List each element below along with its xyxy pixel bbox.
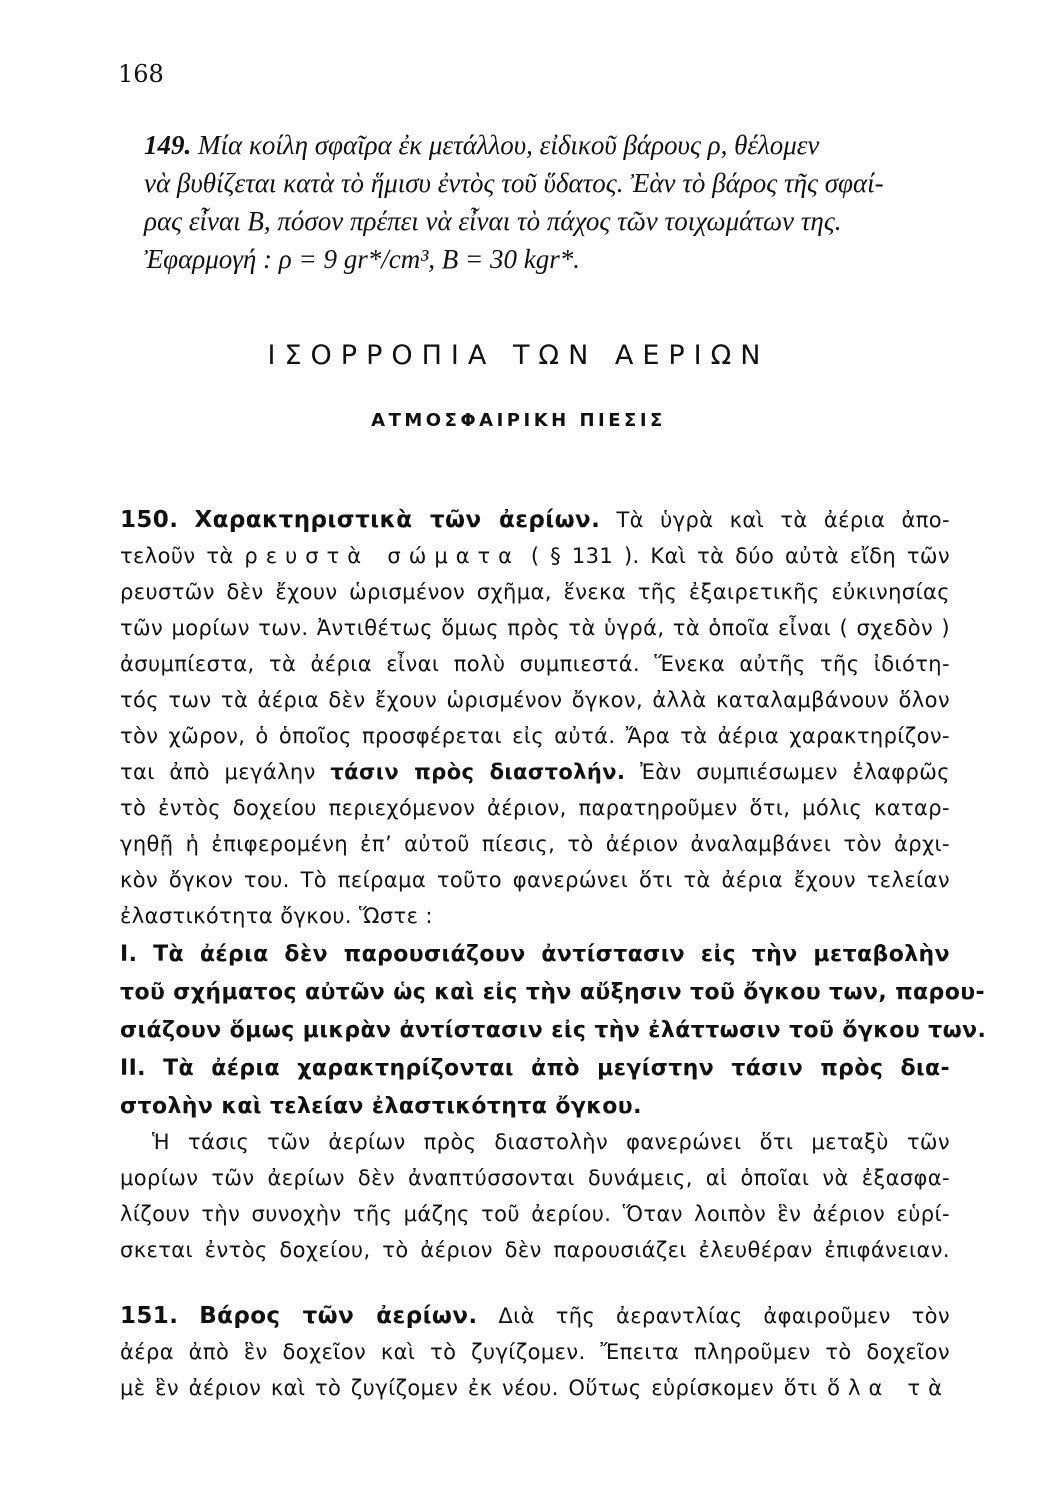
paragraph-text: Διὰ τῆς ἀεραντλίας ἀφαιροῦμεν τὸν (498, 1304, 950, 1328)
chapter-title: ΙΣΟΡΡΟΠΙΑ ΤΩΝ ΑΕΡΙΩΝ (267, 340, 770, 371)
paragraph-line: κὸν ὄγκον του. Τὸ πείραμα τοῦτο φανερώνει ὅτι τὰ ἀέρια ἔχουν τελείαν (120, 868, 950, 892)
paragraph-text: Τὰ ὑγρὰ καὶ τὰ ἀέρια ἀπο- (616, 508, 950, 532)
problem-text: Μία κοίλη σφαῖρα ἐκ μετάλλου, εἰδικοῦ βάρους ρ, θέλομεν (198, 130, 820, 160)
paragraph-line (120, 1370, 950, 1406)
paragraph-text: ται ἀπὸ μεγάλην (120, 760, 316, 784)
paragraph-line: τὸ ἐντὸς δοχείου περιεχόμενον ἀέριον, παρατηροῦμεν ὅτι, μόλις καταρ- (120, 796, 950, 820)
paragraph-line: λίζουν τὴν συνοχὴν τῆς μάζης τοῦ ἀερίου. Ὅταν λοιπὸν ἓν ἀέριον εὑρί- (120, 1202, 950, 1226)
section-number: 150. (120, 507, 179, 533)
paragraph-line: σκεται ἐντὸς δοχείου, τὸ ἀέριον δὲν παρουσιάζει ἐλευθέραν ἐπιφάνειαν. (120, 1238, 950, 1262)
paragraph-text: τελοῦν τὰ (120, 544, 234, 568)
paragraph-text: Ἐὰν συμπιέσωμεν ἐλαφρῶς (639, 760, 950, 784)
paragraph-line: ἐλαστικότητα ὄγκου. Ὥστε : (120, 904, 433, 928)
rule-1 (120, 936, 987, 1050)
paragraph-line: Ἡ τάσις τῶν ἀερίων πρὸς διαστολὴν φανερώνει ὅτι μεταξὺ τῶν (152, 1130, 950, 1154)
problem-line: νὰ βυθίζεται κατὰ τὸ ἥμισυ ἐντὸς τοῦ ὕδατος. Ἐὰν τὸ βάρος τῆς σφαί- (144, 168, 884, 198)
bold-emphasis: τάσιν πρὸς διαστολήν. (330, 760, 626, 784)
section-number: 151. (120, 1303, 179, 1329)
rule-line: Ι. Τὰ ἀέρια δὲν παρουσιάζουν ἀντίστασιν εἰς τὴν μεταβολὴν (120, 942, 950, 967)
problem-line (144, 126, 954, 164)
paragraph-2 (120, 1124, 950, 1268)
paragraph-line (120, 1298, 950, 1334)
paragraph-line: ρευστῶν δὲν ἔχουν ὡρισμένον σχῆμα, ἕνεκα τῆς ἐξαιρετικῆς εὐκινησίας (120, 580, 950, 604)
paragraph-line: τὸν χῶρον, ὁ ὁποῖος προσφέρεται εἰς αὐτά. Ἄρα τὰ ἀέρια χαρακτηρίζον- (120, 724, 950, 748)
page-number: 168 (118, 60, 164, 88)
paragraph-line: γηθῇ ἡ ἐπιφερομένη ἐπ’ αὐτοῦ πίεσις, τὸ ἀέριον ἀναλαμβάνει τὸν ἀρχι- (120, 832, 950, 856)
rule-line: σιάζουν ὅμως μικρὰν ἀντίστασιν εἰς τὴν ἐλάττωσιν τοῦ ὄγκου των. (120, 1018, 987, 1043)
paragraph-line: μορίων τῶν ἀερίων δὲν ἀναπτύσσονται δυνάμεις, αἱ ὁποῖαι νὰ ἐξασφα- (120, 1166, 950, 1190)
paragraph-text: μὲ ἓν ἀέριον καὶ τὸ ζυγίζομεν ἐκ νέου. Οὕτως εὑρίσκομεν ὅτι (120, 1376, 818, 1400)
spaced-emphasis: ὅλα τὰ (827, 1376, 950, 1400)
paragraph-line: τῶν μορίων των. Ἀντιθέτως ὅμως πρὸς τὰ ὑγρά, τὰ ὁποῖα εἶναι ( σχεδὸν ) (120, 616, 950, 640)
rule-line: τοῦ σχήματος αὐτῶν ὡς καὶ εἰς τὴν αὔξησιν τοῦ ὄγκου των, παρου- (120, 980, 985, 1005)
rule-line: ΙΙ. Τὰ ἀέρια χαρακτηρίζονται ἀπὸ μεγίστην τάσιν πρὸς δια- (120, 1056, 950, 1081)
paragraph-line (120, 754, 950, 790)
rule-line: στολὴν καὶ τελείαν ἐλαστικότητα ὄγκου. (120, 1094, 642, 1119)
problem-line: ρας εἶναι Β, πόσον πρέπει νὰ εἶναι τὸ πάχος τῶν τοιχωμάτων της. (144, 206, 842, 236)
spaced-emphasis: ρευστὰ σώματα (244, 544, 521, 568)
paragraph-line: τός των τὰ ἀέρια δὲν ἔχουν ὡρισμένον ὄγκον, ἀλλὰ καταλαμβάνουν ὅλον (120, 688, 950, 712)
paragraph-line (120, 502, 950, 538)
section-150 (120, 502, 950, 934)
section-heading: Χαρακτηριστικὰ τῶν ἀερίων. (194, 507, 601, 533)
section-151 (120, 1298, 950, 1406)
problem-line: Ἐφαρμογή : ρ = 9 gr*/cm³, Β = 30 kgr*. (144, 244, 580, 274)
rule-2 (120, 1050, 950, 1126)
problem-number: 149. (144, 130, 192, 160)
section-heading: Βάρος τῶν ἀερίων. (199, 1303, 478, 1329)
paragraph-text: ( § 131 ). Καὶ τὰ δύο αὐτὰ εἴδη τῶν (530, 544, 951, 568)
section-title: ΑΤΜΟΣΦΑΙΡΙΚΗ ΠΙΕΣΙΣ (371, 410, 666, 431)
problem-149 (144, 126, 954, 278)
paragraph-line: ἀέρα ἀπὸ ἓν δοχεῖον καὶ τὸ ζυγίζομεν. Ἔπειτα πληροῦμεν τὸ δοχεῖον (120, 1340, 950, 1364)
paragraph-line: ἀσυμπίεστα, τὰ ἀέρια εἶναι πολὺ συμπιεστά. Ἕνεκα αὐτῆς τῆς ἰδιότη- (120, 652, 950, 676)
paragraph-line (120, 538, 950, 574)
